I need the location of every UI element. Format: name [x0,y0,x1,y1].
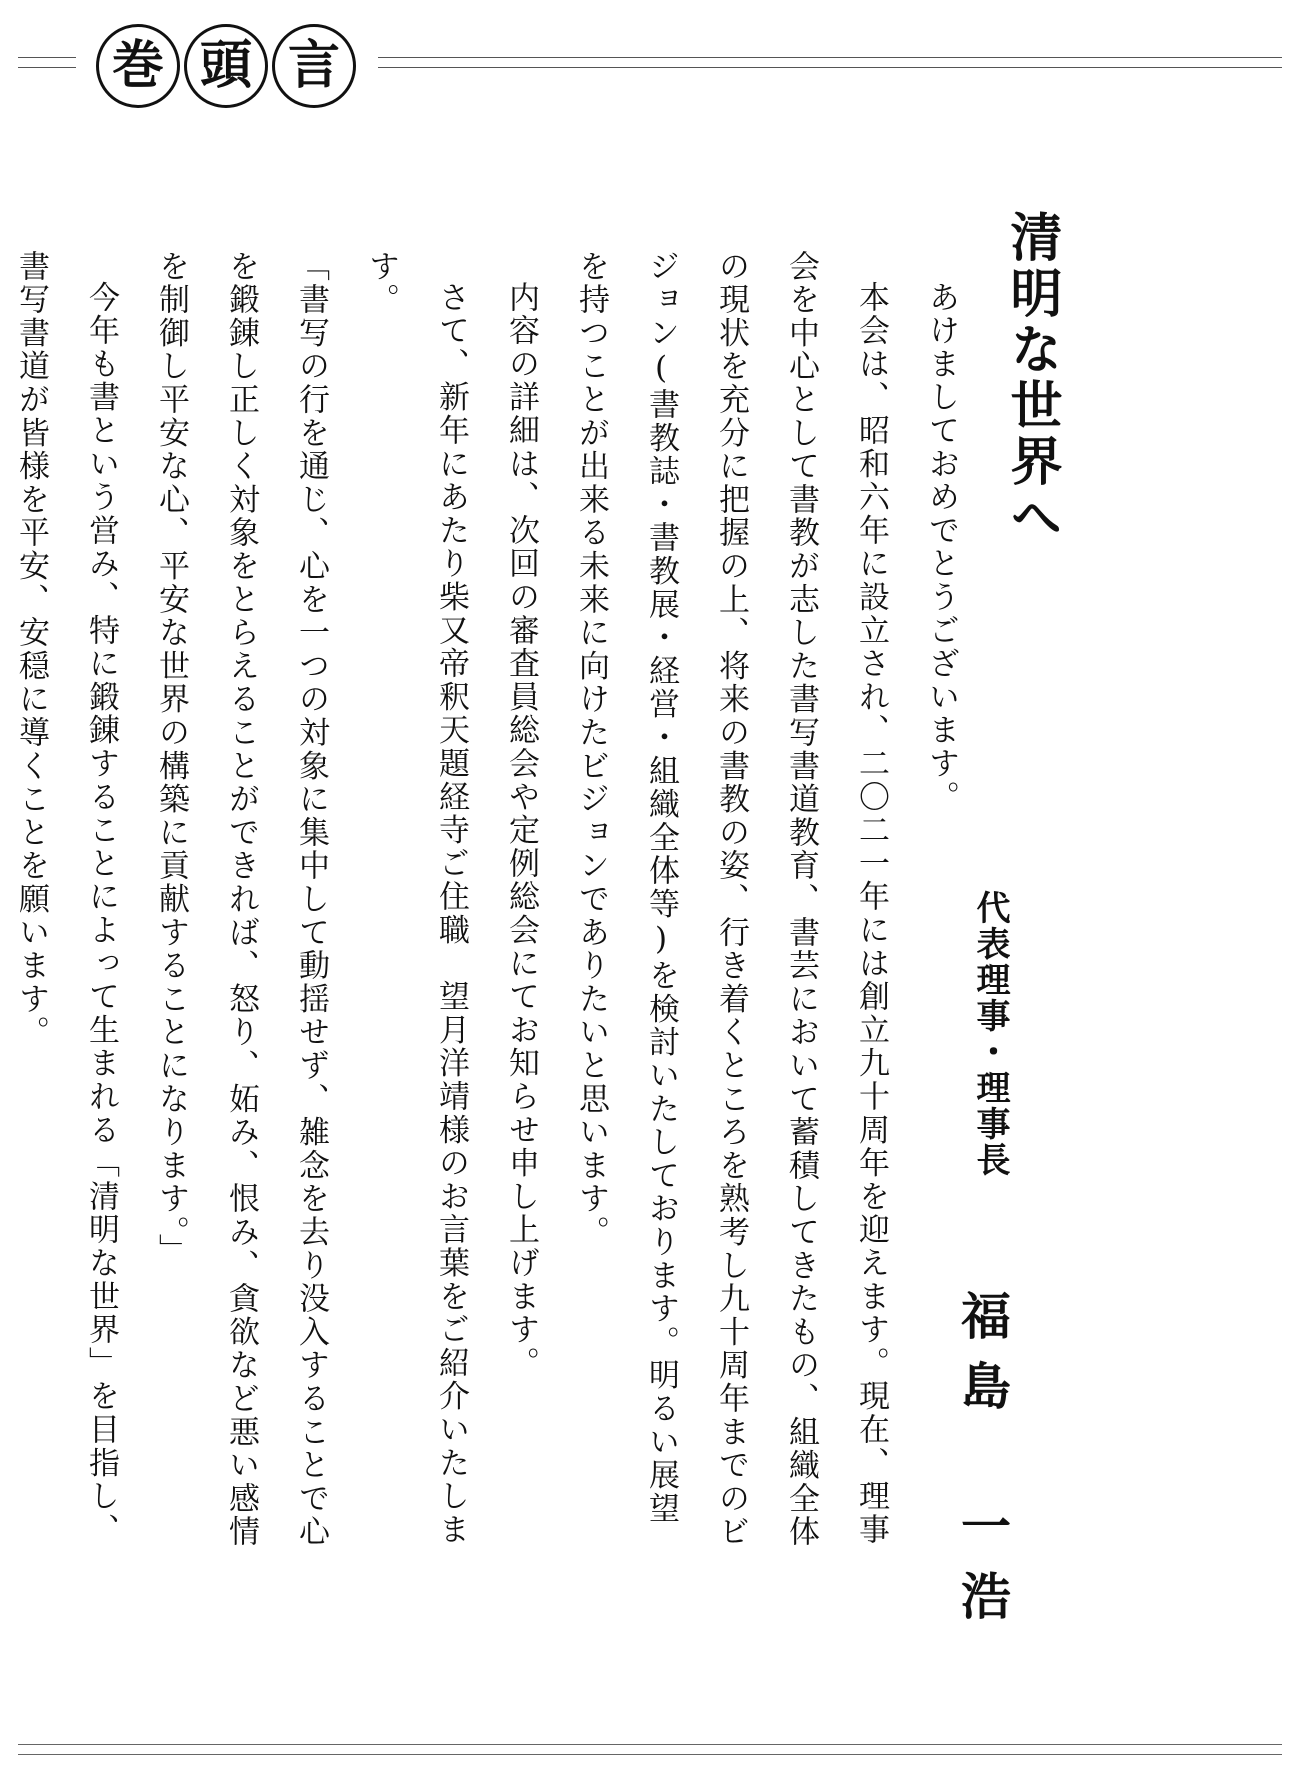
article-body [0,250,976,1550]
header-rule-left-top [18,57,76,58]
author-role: 代表理事・理事長 [970,890,1010,1178]
footer-rule-bottom [18,1754,1282,1755]
header-char-3: 言 [272,24,356,108]
author-name: 福島 一浩 [953,1290,1012,1640]
header-char-1: 巻 [96,24,180,108]
header-char-2: 頭 [184,24,268,108]
article-title: 清明な世界へ [1001,210,1062,546]
body-paragraph-5: 「書写の行を通じ、心を一つの対象に集中して動揺せず、雑念を去り没入することで心を鍛錬し正しく対象をとらえることができれば、怒り、妬み、恨み、貪欲など悪い感情を制御し平安な心、平安な世界の構築に貢献することになります。」 [153,250,329,1549]
header-rule-right-top [378,57,1282,58]
body-paragraph-6: 今年も書という営み、特に鍛錬することによって生まれる「清明な世界」を目指し、書写書道が皆様を平安、安穏に導くことを願います。 [13,250,119,1547]
header-rule-right-bottom [378,67,1282,68]
body-paragraph-3: 内容の詳細は、次回の審査員総会や定例総会にてお知らせ申し上げます。 [503,281,539,1380]
footer-rule-top [18,1744,1282,1745]
body-paragraph-4: さて、新年にあたり柴又帝釈天題経寺ご住職 望月洋靖様のお言葉をご紹介いたします。 [363,250,469,1547]
body-paragraph-1: あけましておめでとうございます。 [923,281,959,814]
body-paragraph-2: 本会は、昭和六年に設立され、二〇二一年には創立九十周年を迎えます。現在、理事会を中心として書教が志した書写書道教育、書芸において蓄積してきたもの、組織全体の現状を充分に把握の上、将来の書教の姿、行き着くところを熟考し九十周年までのビジョン(書教誌・書教展・経営・組織全体等)を検討いたしております。明るい展望を持つことが出来る未来に向けたビジョンでありたいと思います。 [573,250,889,1549]
header-rule-left-bottom [18,67,76,68]
